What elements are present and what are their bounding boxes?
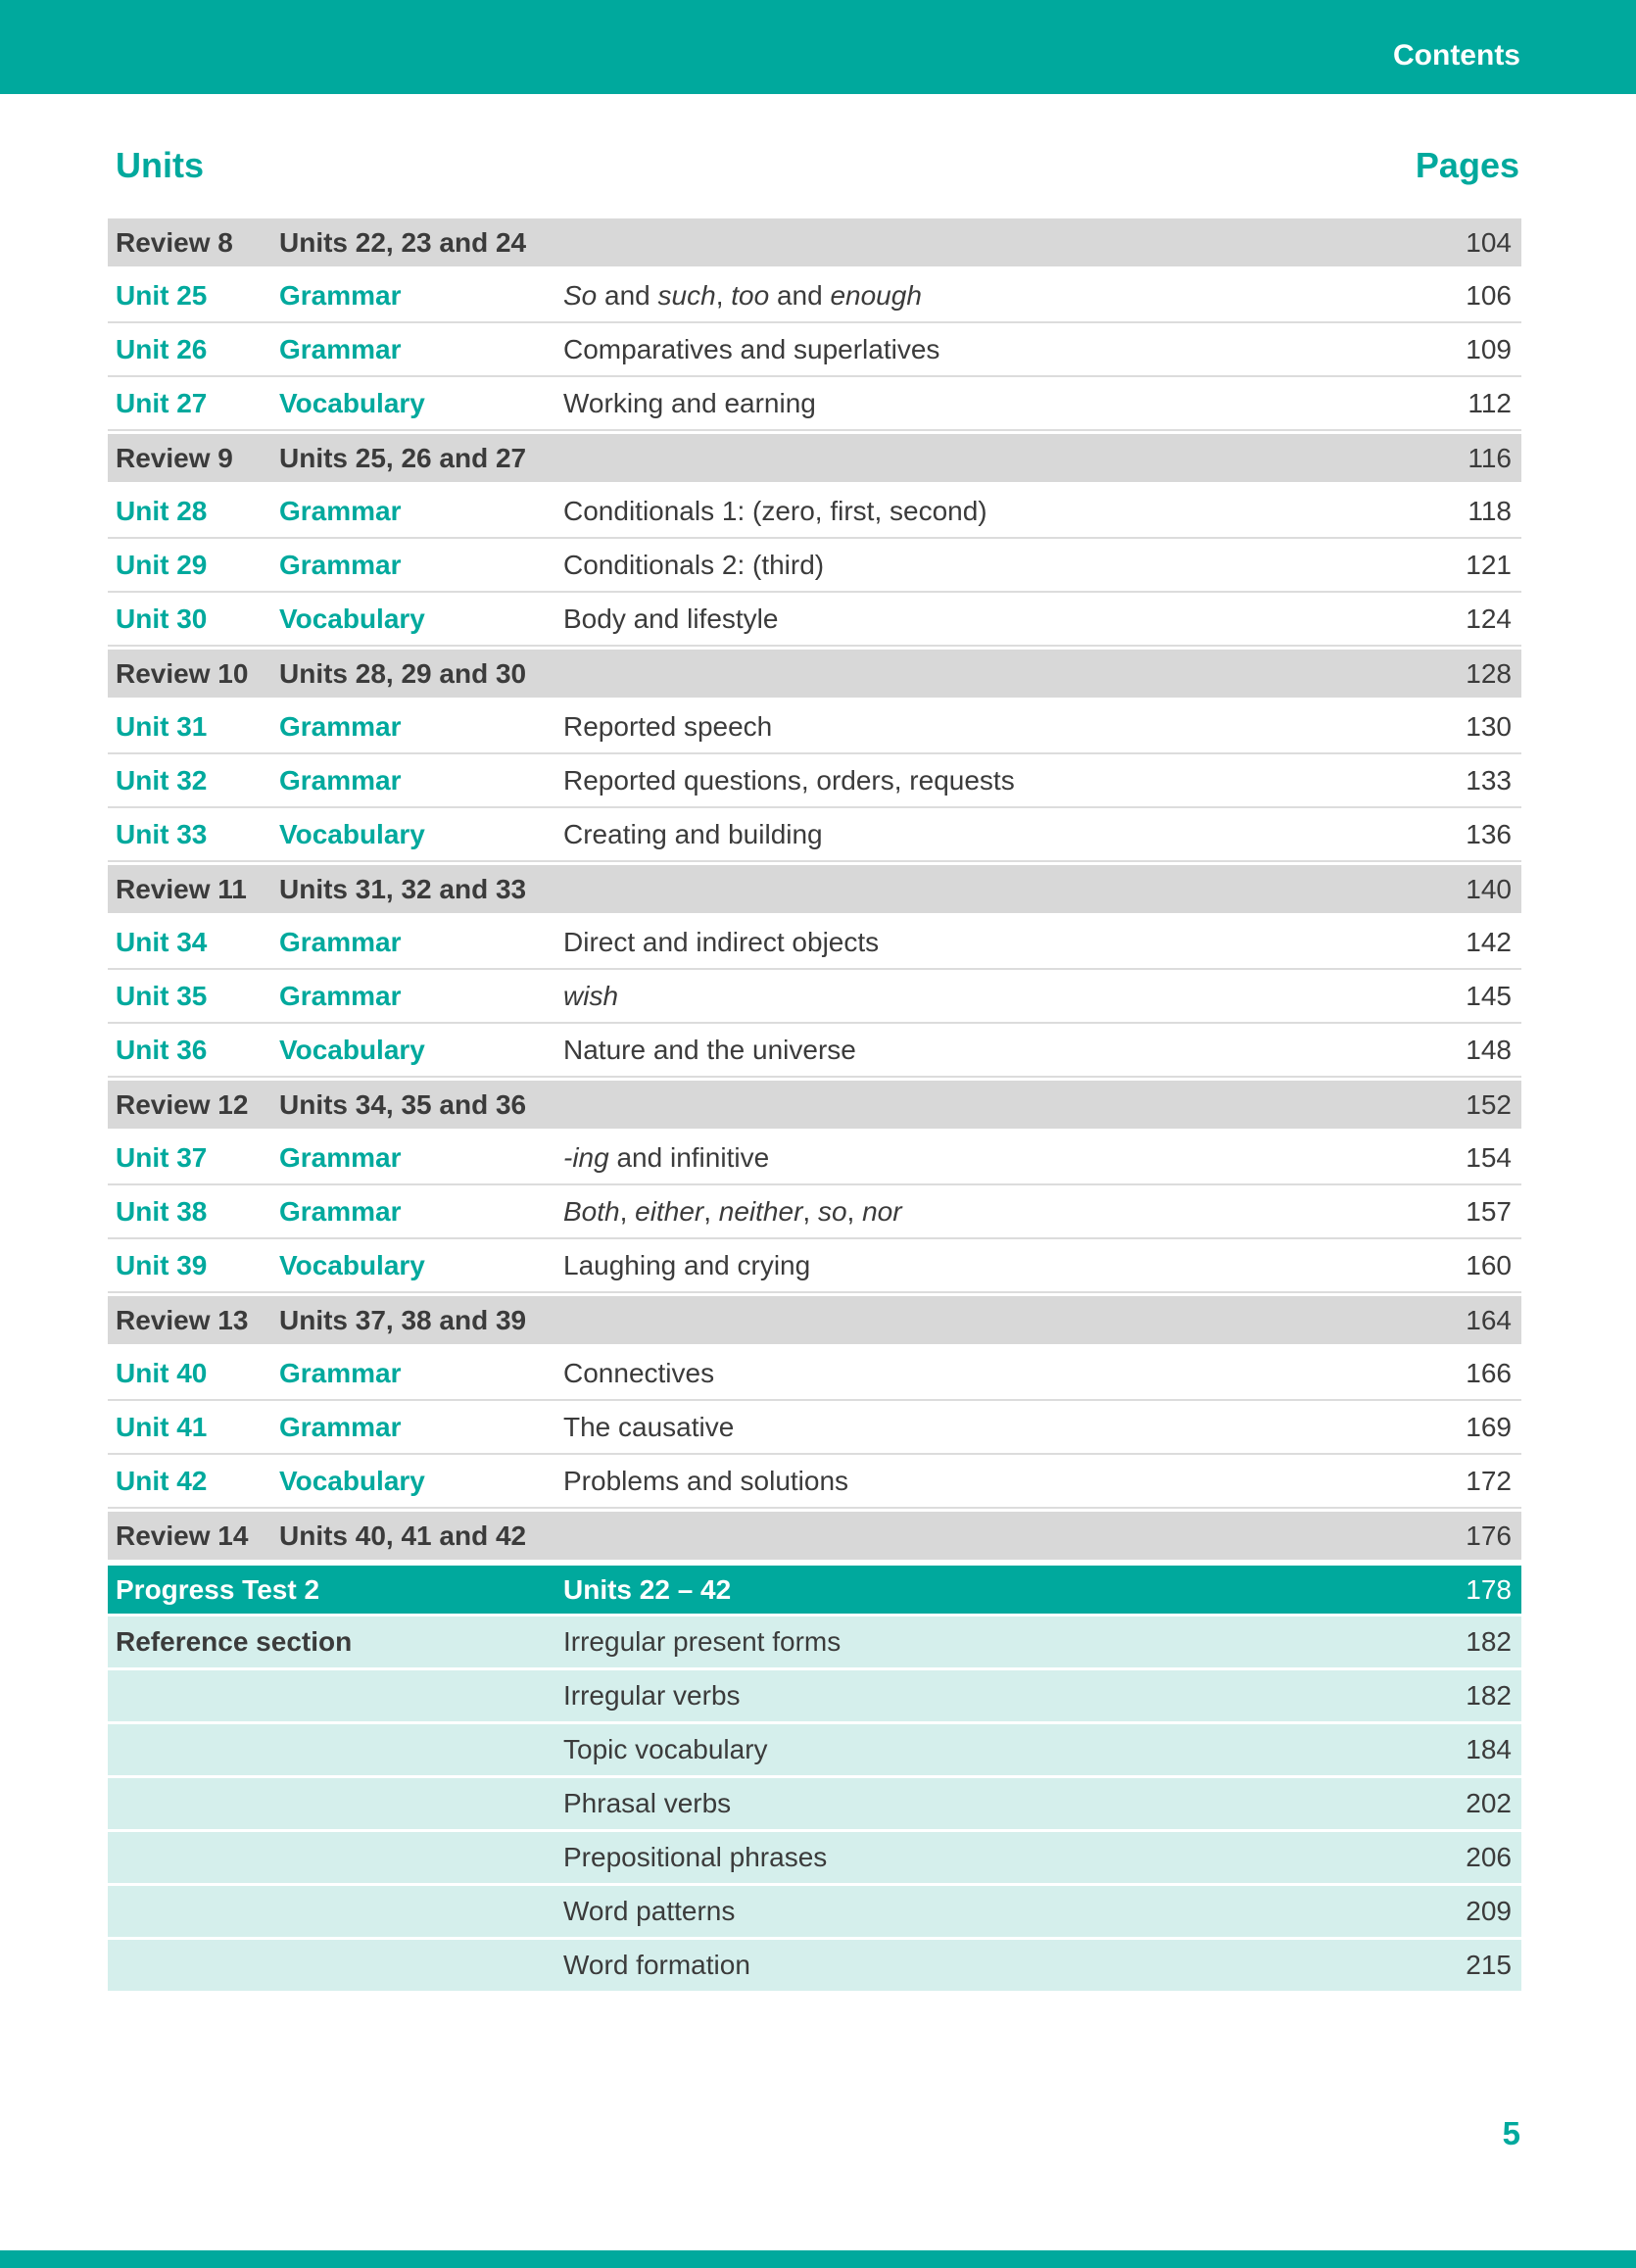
row-label-cell: Review 13 — [116, 1304, 249, 1335]
page-number-cell: 184 — [1466, 1734, 1512, 1764]
title-segment: , — [703, 1195, 719, 1227]
toc-row-review — [108, 1509, 1521, 1563]
category-cell: Grammar — [279, 926, 402, 957]
title-cell: Direct and indirect objects — [563, 926, 880, 957]
toc-row-unit — [108, 485, 1521, 539]
title-cell: Creating and building — [563, 818, 823, 849]
title-cell: Prepositional phrases — [563, 1842, 828, 1872]
page-number-cell: 109 — [1466, 333, 1512, 364]
title-cell: Word patterns — [563, 1896, 736, 1926]
title-italic-segment: too — [731, 279, 770, 311]
page-number-cell: 164 — [1466, 1304, 1512, 1335]
row-label-cell: Unit 38 — [116, 1195, 208, 1227]
row-label-cell: Unit 34 — [116, 926, 208, 957]
title-segment: , — [802, 1195, 818, 1227]
title-cell: Body and lifestyle — [563, 603, 779, 634]
title-cell: Units 22 – 42 — [563, 1573, 732, 1605]
row-label-cell: Unit 33 — [116, 818, 208, 849]
page-number-cell: 128 — [1466, 657, 1512, 689]
title-cell: Irregular present forms — [563, 1626, 842, 1657]
category-cell: Units 37, 38 and 39 — [279, 1304, 527, 1335]
page-number-cell: 182 — [1466, 1626, 1512, 1657]
category-cell: Units 25, 26 and 27 — [279, 442, 527, 473]
category-cell: Grammar — [279, 1357, 402, 1388]
page-number-cell: 104 — [1466, 226, 1512, 258]
row-label-cell: Unit 36 — [116, 1034, 208, 1065]
category-cell: Grammar — [279, 980, 402, 1011]
category-cell: Vocabulary — [279, 818, 425, 849]
toc-row-unit — [108, 1401, 1521, 1455]
title-cell: Problems and solutions — [563, 1465, 849, 1496]
title-italic-segment: nor — [862, 1195, 902, 1227]
row-label-cell: Review 14 — [116, 1520, 249, 1551]
row-label-cell: Reference section — [116, 1626, 353, 1657]
row-label-cell: Unit 28 — [116, 495, 208, 526]
page-number-cell: 116 — [1468, 442, 1512, 473]
page-number-cell: 133 — [1466, 764, 1512, 796]
title-cell: Topic vocabulary — [563, 1734, 768, 1764]
page-number-cell: 136 — [1466, 818, 1512, 849]
page-number-cell: 215 — [1466, 1950, 1512, 1980]
title-italic-segment: such — [657, 279, 716, 311]
title-cell: Irregular verbs — [563, 1680, 741, 1711]
bottom-bar — [0, 2250, 1636, 2268]
row-label-cell: Unit 25 — [116, 279, 208, 311]
title-cell: Nature and the universe — [563, 1034, 856, 1065]
title-segment: , — [715, 279, 732, 311]
page-number-cell: 148 — [1466, 1034, 1512, 1065]
title-segment: , — [619, 1195, 636, 1227]
category-cell: Units 40, 41 and 42 — [279, 1520, 527, 1551]
page-number-cell: 157 — [1466, 1195, 1512, 1227]
title-italic-segment: enough — [830, 279, 922, 311]
header-title: Contents — [1393, 39, 1520, 72]
row-label-cell: Review 8 — [116, 226, 233, 258]
category-cell: Grammar — [279, 710, 402, 742]
title-cell — [563, 1142, 1449, 1174]
title-cell: Connectives — [563, 1357, 715, 1388]
title-italic-segment: either — [635, 1195, 704, 1227]
page-number: 5 — [1502, 2115, 1520, 2151]
row-label-cell: Unit 42 — [116, 1465, 208, 1496]
title-cell: Phrasal verbs — [563, 1788, 732, 1818]
category-cell: Grammar — [279, 764, 402, 796]
title-segment: and — [769, 279, 831, 311]
title-italic-segment: wish — [563, 980, 619, 1011]
page-number-cell: 121 — [1466, 549, 1512, 580]
row-label-cell: Progress Test 2 — [116, 1573, 320, 1605]
page-number-cell: 206 — [1466, 1842, 1512, 1872]
toc-row-unit — [108, 916, 1521, 970]
title-cell: Reported speech — [563, 710, 773, 742]
row-label-cell: Review 11 — [116, 873, 247, 904]
category-cell: Vocabulary — [279, 387, 425, 418]
page-number-cell: 106 — [1466, 279, 1512, 311]
toc-row-unit — [108, 377, 1521, 431]
page-number-cell: 130 — [1466, 710, 1512, 742]
row-label-cell: Review 10 — [116, 657, 249, 689]
row-label-cell: Unit 26 — [116, 333, 208, 364]
title-segment: and infinitive — [608, 1141, 770, 1173]
row-label-cell: Review 12 — [116, 1088, 249, 1120]
row-label-cell: Unit 35 — [116, 980, 208, 1011]
title-cell — [563, 280, 1449, 312]
category-cell: Grammar — [279, 1195, 402, 1227]
category-cell: Grammar — [279, 1411, 402, 1442]
toc-row-review — [108, 1293, 1521, 1347]
category-cell: Vocabulary — [279, 1465, 425, 1496]
page-number-cell: 152 — [1466, 1088, 1512, 1120]
toc-row-unit — [108, 1024, 1521, 1078]
page-number-cell: 124 — [1466, 603, 1512, 634]
title-cell — [563, 981, 1449, 1012]
row-label-cell: Unit 27 — [116, 387, 208, 418]
row-label-cell: Unit 29 — [116, 549, 208, 580]
row-label-cell: Unit 37 — [116, 1141, 208, 1173]
toc-row-unit — [108, 808, 1521, 862]
category-cell: Vocabulary — [279, 1034, 425, 1065]
page-number-cell: 118 — [1468, 495, 1512, 526]
title-cell: Word formation — [563, 1950, 750, 1980]
toc-row-reference — [108, 1778, 1521, 1832]
row-label-cell: Unit 39 — [116, 1249, 208, 1280]
row-label-cell: Unit 40 — [116, 1357, 208, 1388]
toc-table — [108, 216, 1521, 1994]
page-number-cell: 112 — [1468, 387, 1512, 418]
row-label-cell: Unit 30 — [116, 603, 208, 634]
category-cell: Grammar — [279, 279, 402, 311]
category-cell: Units 22, 23 and 24 — [279, 226, 527, 258]
toc-row-review — [108, 1078, 1521, 1132]
title-cell: Reported questions, orders, requests — [563, 764, 1015, 796]
title-cell: Conditionals 1: (zero, first, second) — [563, 495, 987, 526]
page-number-cell: 178 — [1466, 1573, 1512, 1605]
toc-row-unit — [108, 754, 1521, 808]
row-label-cell: Review 9 — [116, 442, 233, 473]
title-cell — [563, 1196, 1449, 1228]
toc-row-unit — [108, 970, 1521, 1024]
toc-row-unit — [108, 1185, 1521, 1239]
category-cell: Grammar — [279, 495, 402, 526]
toc-row-unit — [108, 1239, 1521, 1293]
page-number-cell: 154 — [1466, 1141, 1512, 1173]
category-cell: Grammar — [279, 549, 402, 580]
toc-row-unit — [108, 1455, 1521, 1509]
toc-row-review — [108, 647, 1521, 700]
title-italic-segment: Both — [563, 1195, 620, 1227]
toc-row-unit — [108, 1347, 1521, 1401]
toc-row-unit — [108, 1132, 1521, 1185]
toc-row-unit — [108, 323, 1521, 377]
toc-row-unit — [108, 539, 1521, 593]
row-label-cell: Unit 32 — [116, 764, 208, 796]
page-number-cell: 160 — [1466, 1249, 1512, 1280]
category-cell: Grammar — [279, 333, 402, 364]
title-italic-segment: -ing — [563, 1141, 609, 1173]
category-cell: Vocabulary — [279, 1249, 425, 1280]
title-cell: Laughing and crying — [563, 1249, 811, 1280]
title-italic-segment: So — [563, 279, 598, 311]
page-content — [0, 94, 1636, 1994]
title-italic-segment: neither — [718, 1195, 803, 1227]
toc-row-reference — [108, 1670, 1521, 1724]
page-number-cell: 172 — [1466, 1465, 1512, 1496]
category-cell: Grammar — [279, 1141, 402, 1173]
toc-headings — [108, 145, 1521, 186]
units-heading: Units — [116, 145, 204, 185]
toc-row-unit — [108, 700, 1521, 754]
toc-row-progress — [108, 1563, 1521, 1617]
category-cell: Vocabulary — [279, 603, 425, 634]
toc-row-reference — [108, 1724, 1521, 1778]
toc-row-review — [108, 431, 1521, 485]
row-label-cell: Unit 41 — [116, 1411, 208, 1442]
page-number-cell: 145 — [1466, 980, 1512, 1011]
top-header-bar — [0, 0, 1636, 94]
page-number-cell: 202 — [1466, 1788, 1512, 1818]
toc-row-unit — [108, 269, 1521, 323]
toc-row-review — [108, 216, 1521, 269]
category-cell: Units 34, 35 and 36 — [279, 1088, 527, 1120]
toc-row-unit — [108, 593, 1521, 647]
page-number-cell: 140 — [1466, 873, 1512, 904]
title-segment: , — [846, 1195, 863, 1227]
page-number-cell: 142 — [1466, 926, 1512, 957]
title-cell: The causative — [563, 1411, 735, 1442]
title-cell: Conditionals 2: (third) — [563, 549, 825, 580]
title-italic-segment: so — [817, 1195, 847, 1227]
toc-row-reference — [108, 1886, 1521, 1940]
page-number-cell: 169 — [1466, 1411, 1512, 1442]
title-segment: and — [597, 279, 658, 311]
toc-row-reference — [108, 1832, 1521, 1886]
row-label-cell: Unit 31 — [116, 710, 208, 742]
page-number-cell: 166 — [1466, 1357, 1512, 1388]
toc-row-reference — [108, 1617, 1521, 1670]
toc-row-review — [108, 862, 1521, 916]
category-cell: Units 28, 29 and 30 — [279, 657, 527, 689]
page-number-cell: 209 — [1466, 1896, 1512, 1926]
title-cell: Working and earning — [563, 387, 816, 418]
page-number-cell: 182 — [1466, 1680, 1512, 1711]
page-number-cell: 176 — [1466, 1520, 1512, 1551]
category-cell: Units 31, 32 and 33 — [279, 873, 527, 904]
pages-heading: Pages — [1415, 145, 1519, 185]
toc-row-reference — [108, 1940, 1521, 1994]
title-cell: Comparatives and superlatives — [563, 333, 940, 364]
